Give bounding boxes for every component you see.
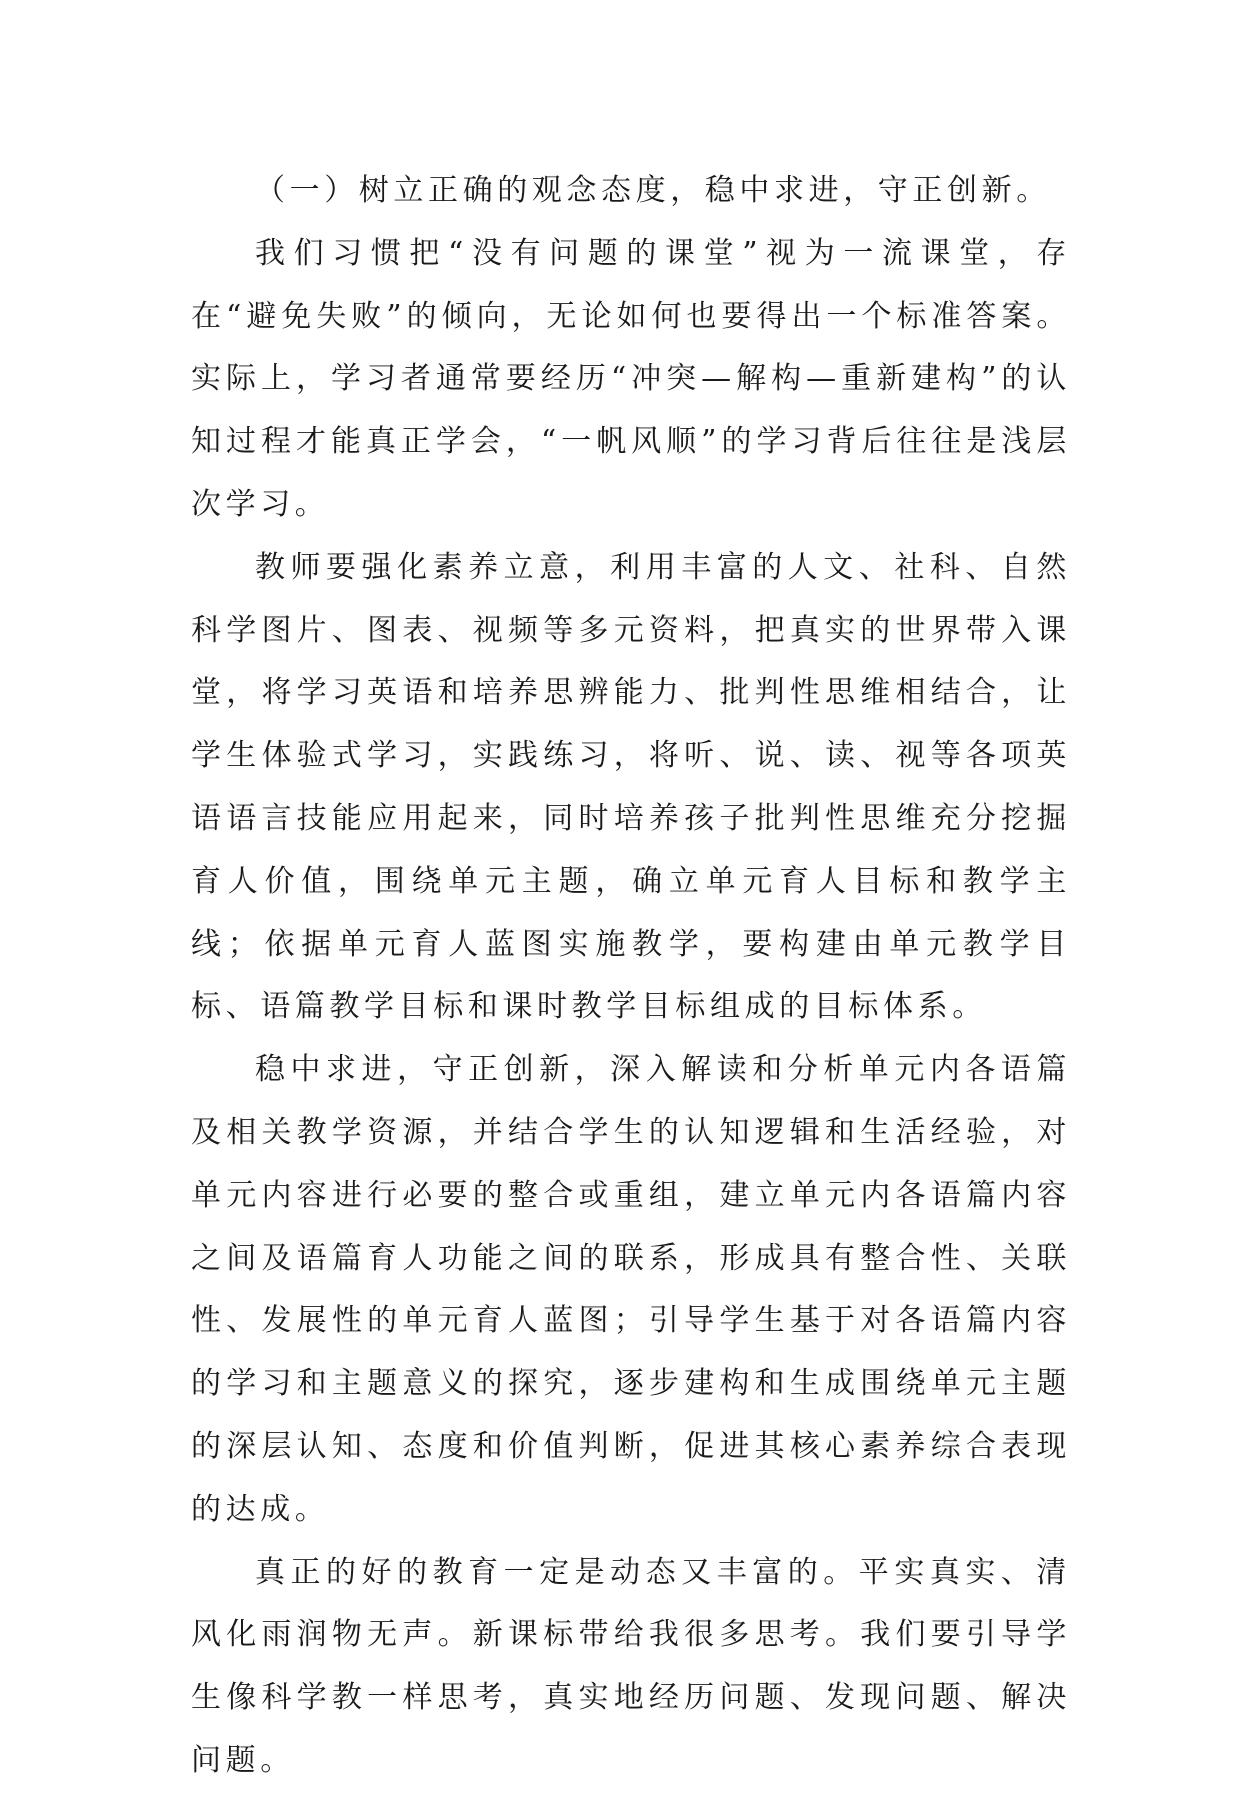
paragraph-3: 稳中求进，守正创新，深入解读和分析单元内各语篇及相关教学资源，并结合学生的认知逻辑和生活经验，对单元内容进行必要的整合或重组，建立单元内各语篇内容之间及语篇育人功能之间的联系，形成具有整合性、关联性、发展性的单元育人蓝图；引导学生基于对各语篇内容的学习和主题意义的探究，逐步建构和生成围绕单元主题的深层认知、态度和价值判断，促进其核心素养综合表现的达成。 [191,1052,1071,1527]
paragraph-1: 我们习惯把“没有问题的课堂”视为一流课堂，存在“避免失败”的倾向，无论如何也要得出一个标准答案。实际上，学习者通常要经历“冲突—解构—重新建构”的认知过程才能真正学会，“一帆风顺”的学习背后往往是浅层次学习。 [191,235,1071,522]
paragraph-2: 教师要强化素养立意，利用丰富的人文、社科、自然科学图片、图表、视频等多元资料，把真实的世界带入课堂，将学习英语和培养思辨能力、批判性思维相结合，让学生体验式学习，实践练习，将听、说、读、视等各项英语语言技能应用起来，同时培养孩子批判性思维充分挖掘育人价值，围绕单元主题，确立单元育人目标和教学主线；依据单元育人蓝图实施教学，要构建由单元教学目标、语篇教学目标和课时教学目标组成的目标体系。 [191,549,1071,1025]
document-body [191,160,1071,1793]
section-heading: （一）树立正确的观念态度，稳中求进，守正创新。 [255,173,1051,208]
paragraph-4: 真正的好的教育一定是动态又丰富的。平实真实、清风化雨润物无声。新课标带给我很多思考。我们要引导学生像科学教一样思考，真实地经历问题、发现问题、解决问题。 [191,1554,1071,1778]
